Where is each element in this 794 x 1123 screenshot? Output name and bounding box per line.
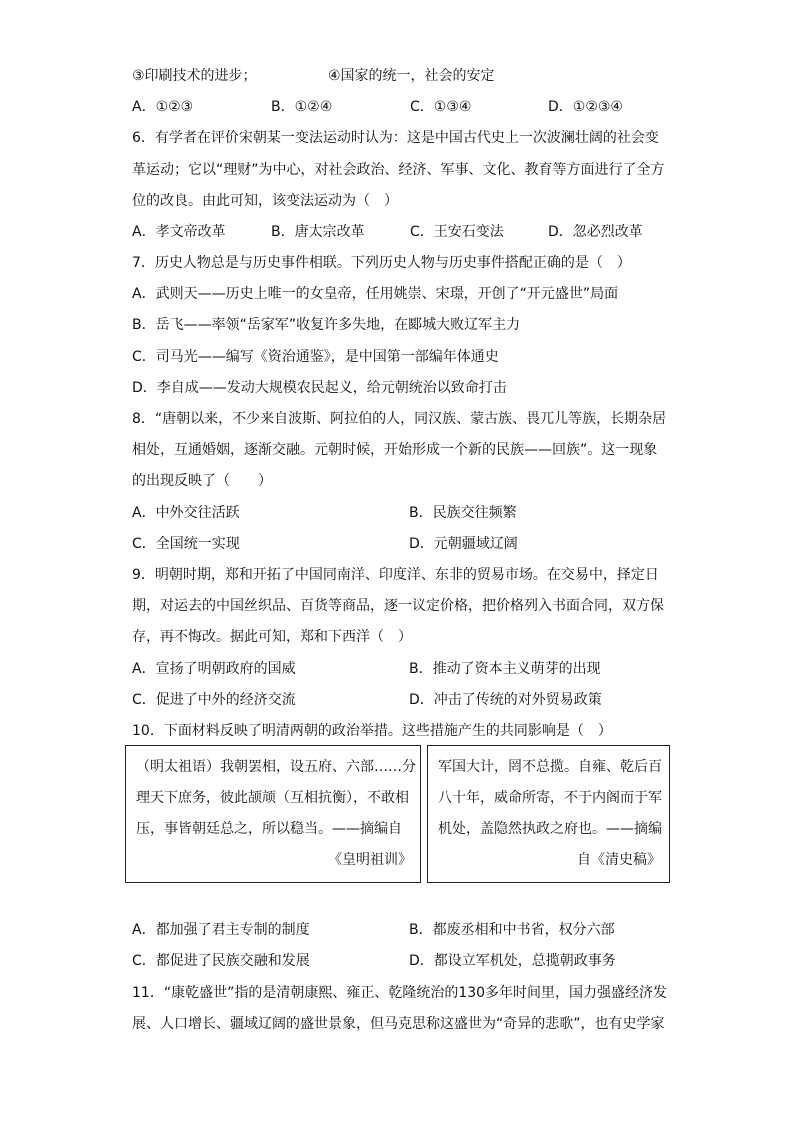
q5-item-4: ④国家的统一，社会的安定: [328, 68, 495, 84]
q6-stem-line-2: 革运动；它以“理财”为中心，对社会政治、经济、军事、文化、教育等方面进行了全方: [132, 162, 665, 178]
q6-option-b[interactable]: B．唐太宗改革: [271, 224, 365, 240]
q9-option-d[interactable]: D．冲击了传统的对外贸易政策: [409, 692, 602, 708]
q7-option-c[interactable]: C．司马光——编写《资治通鉴》，是中国第一部编年体通史: [132, 349, 499, 365]
q5-option-d[interactable]: D．①②③④: [548, 99, 623, 115]
q5-option-c[interactable]: C．①③④: [410, 99, 472, 115]
q6-option-a[interactable]: A．孝文帝改革: [132, 224, 226, 240]
qing-text-line-1: 军国大计，罔不总揽。自雍、乾后百: [438, 759, 662, 775]
q5-option-b[interactable]: B．①②④: [271, 99, 333, 115]
q7-option-a[interactable]: A．武则天——历史上唯一的女皇帝，任用姚崇、宋璟，开创了“开元盛世”局面: [132, 286, 619, 302]
q8-stem-line-3: 的出现反映了（ ）: [132, 473, 272, 489]
q7-option-b[interactable]: B．岳飞——率领“岳家军”收复许多失地，在郾城大败辽军主力: [132, 317, 521, 333]
q8-stem-line-1: 8．“唐朝以来，不少来自波斯、阿拉伯的人，同汉族、蒙古族、畏兀儿等族，长期杂居: [132, 411, 667, 427]
qing-source: 自《清史稿》: [577, 852, 661, 868]
q9-stem-line-1: 9．明朝时期，郑和开拓了中国同南洋、印度洋、东非的贸易市场。在交易中，择定日: [132, 567, 659, 583]
ming-source: 《皇明祖训》: [328, 852, 412, 868]
q10-option-a[interactable]: A．都加强了君主专制的制度: [132, 922, 310, 938]
ming-text-line-3: 压，事皆朝廷总之，所以稳当。——摘编自: [136, 821, 402, 837]
q9-option-a[interactable]: A．宣扬了明朝政府的国威: [132, 661, 296, 677]
qing-text-line-3: 机处，盖隐然执政之府也。——摘编: [438, 821, 662, 837]
q10-stem: 10．下面材料反映了明清两朝的政治举措。这些措施产生的共同影响是（ ）: [132, 723, 612, 739]
q11-stem-line-2: 展、人口增长、疆域辽阔的盛世景象，但马克思称这盛世为“奇异的悲歌”，也有史学家: [132, 1016, 665, 1032]
ming-text-line-1: （明太祖语）我朝罢相，设五府、六部……分: [136, 759, 416, 775]
q5-item-3: ③印刷技术的进步；: [132, 68, 257, 84]
q6-stem-line-3: 位的改良。由此可知，该变法运动为（ ）: [132, 193, 398, 209]
q11-stem-line-1: 11．“康乾盛世”指的是清朝康熙、雍正、乾隆统治的130多年时间里，国力强盛经济发: [132, 985, 668, 1001]
q8-option-c[interactable]: C．全国统一实现: [132, 536, 240, 552]
q7-option-d[interactable]: D．李自成——发动大规模农民起义，给元朝统治以致命打击: [132, 380, 507, 396]
ming-text-line-2: 理天下庶务，彼此颉颃（互相抗衡），不敢相: [136, 790, 409, 806]
q10-material-ming: [125, 745, 421, 883]
q9-option-b[interactable]: B．推动了资本主义萌芽的出现: [409, 661, 601, 677]
q9-stem-line-2: 期，对运去的中国丝织品、百货等商品，逐一议定价格，把价格列入书面合同，双方保: [132, 598, 664, 614]
q6-option-c[interactable]: C．王安石变法: [410, 224, 504, 240]
qing-text-line-2: 八十年，威命所寄，不于内阁而于军: [438, 790, 662, 806]
q9-option-c[interactable]: C．促进了中外的经济交流: [132, 692, 296, 708]
q8-option-b[interactable]: B．民族交往频繁: [409, 505, 517, 521]
q10-option-b[interactable]: B．都废丞相和中书省，权分六部: [409, 922, 615, 938]
q10-option-d[interactable]: D．都设立军机处，总揽朝政事务: [409, 953, 616, 969]
q6-option-d[interactable]: D．忽必烈改革: [548, 224, 643, 240]
q8-option-d[interactable]: D．元朝疆域辽阔: [409, 536, 518, 552]
q10-material-qing: [427, 745, 670, 883]
q5-option-a[interactable]: A．①②③: [132, 99, 194, 115]
q8-stem-line-2: 相处，互通婚姻，逐渐交融。元朝时候，开始形成一个新的民族——回族”。这一现象: [132, 442, 658, 458]
q10-option-c[interactable]: C．都促进了民族交融和发展: [132, 953, 310, 969]
q9-stem-line-3: 存，再不悔改。据此可知，郑和下西洋（ ）: [132, 629, 412, 645]
q8-option-a[interactable]: A．中外交往活跃: [132, 505, 240, 521]
q6-stem-line-1: 6．有学者在评价宋朝某一变法运动时认为：这是中国古代史上一次波澜壮阔的社会变: [132, 130, 659, 146]
q7-stem: 7．历史人物总是与历史事件相联。下列历史人物与历史事件搭配正确的是（ ）: [132, 255, 631, 271]
